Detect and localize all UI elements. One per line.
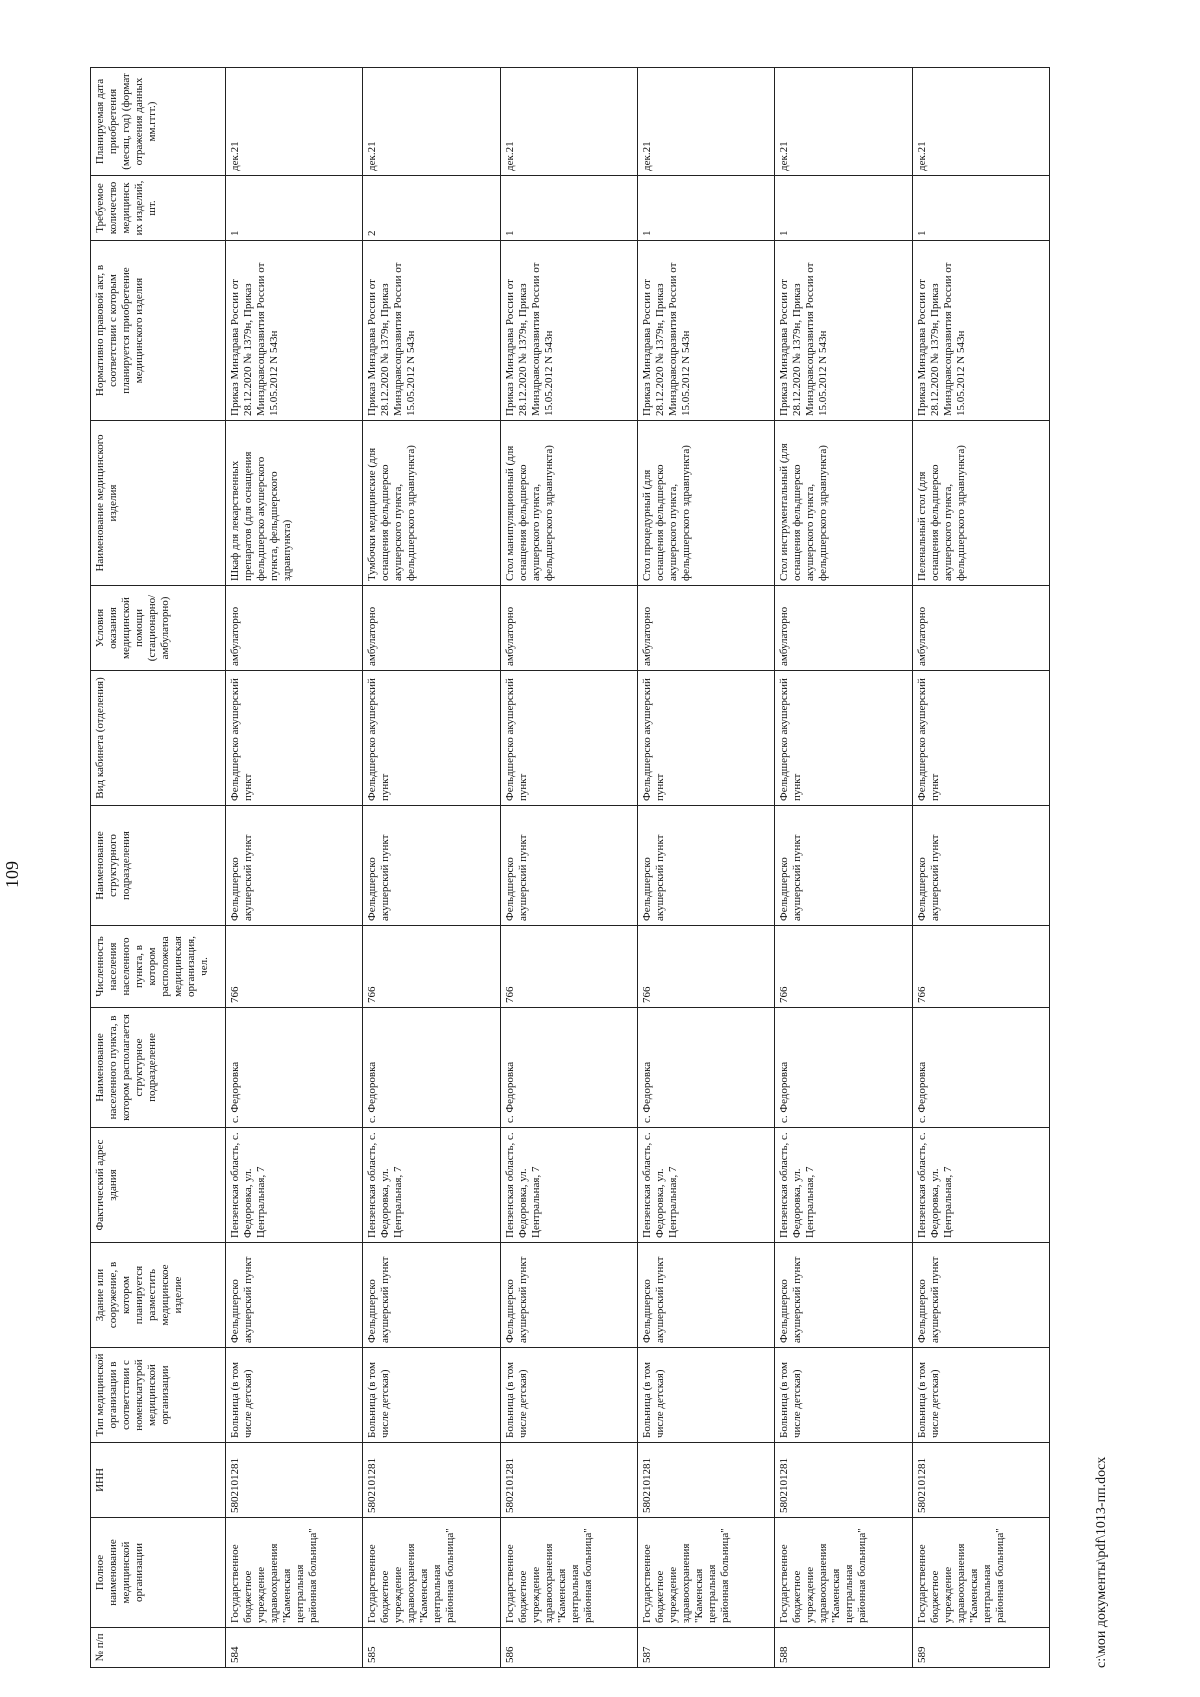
table-cell: Фельдшерско акушерский пункт [637, 671, 774, 806]
table-cell: Фельдшерско акушерский пункт [775, 671, 912, 806]
table-cell: Стол инструментальный (для оснащения фельдшерско акушерского пункта, фельдшерского здравпункта) [775, 421, 912, 586]
table-cell: 2 [363, 176, 500, 241]
table-cell: Фельдшерско акушерский пункт [500, 671, 637, 806]
table-cell: Фельдшерско акушерский пункт [226, 1243, 363, 1348]
table-cell: с. Федоровка [637, 1008, 774, 1128]
table-cell: 5802101281 [226, 1443, 363, 1518]
table-cell: Фельдшерско акушерский пункт [363, 806, 500, 926]
table-cell: Стол манипуляционный (для оснащения фельдшерско акушерского пункта, фельдшерского здравпункта) [500, 421, 637, 586]
table-cell: Больница (в том числе детская) [912, 1348, 1049, 1443]
table-cell: дек.21 [637, 68, 774, 176]
table-cell: 589 [912, 1628, 1049, 1668]
table-cell: 5802101281 [775, 1443, 912, 1518]
table-cell: Пензенская область, с. Федоровка, ул. Центральная, 7 [226, 1128, 363, 1243]
column-header: Требуемое количество медицинских изделий, шт. [91, 176, 226, 241]
column-header: Наименование структурного подразделения [91, 806, 226, 926]
table-cell: 766 [775, 926, 912, 1008]
table-header-row [91, 68, 226, 1668]
column-header: ИНН [91, 1443, 226, 1518]
column-header: Полное наименование медицинской организации [91, 1518, 226, 1628]
table-cell: Фельдшерско акушерский пункт [363, 1243, 500, 1348]
column-header: Численность населения населенного пункта, в котором расположена медицинская организация, чел. [91, 926, 226, 1008]
table-row [500, 68, 637, 1668]
table-cell: 584 [226, 1628, 363, 1668]
document-page [2, 68, 1130, 1668]
table-cell: Больница (в том числе детская) [363, 1348, 500, 1443]
table-cell: Приказ Минздрава России от 28.12.2020 № 1379н, Приказ Минздравсоцразвития России от 15.05.2012 N 543н [500, 241, 637, 421]
table-cell: 585 [363, 1628, 500, 1668]
table-cell: дек.21 [912, 68, 1049, 176]
column-header: Наименование населенного пункта, в котором располагается структурное подразделение [91, 1008, 226, 1128]
table-cell: амбулаторно [500, 586, 637, 671]
table-cell: 766 [226, 926, 363, 1008]
table-cell: 1 [637, 176, 774, 241]
table-cell: Фельдшерско акушерский пункт [775, 1243, 912, 1348]
table-cell: Фельдшерско акушерский пункт [775, 806, 912, 926]
column-header: Фактический адрес здания [91, 1128, 226, 1243]
table-row [637, 68, 774, 1668]
table-cell: Приказ Минздрава России от 28.12.2020 № 1379н, Приказ Минздравсоцразвития России от 15.05.2012 N 543н [775, 241, 912, 421]
table-cell: Фельдшерско акушерский пункт [500, 1243, 637, 1348]
table-cell: Больница (в том числе детская) [775, 1348, 912, 1443]
table-cell: Приказ Минздрава России от 28.12.2020 № 1379н, Приказ Минздравсоцразвития России от 15.05.2012 N 543н [226, 241, 363, 421]
table-cell: Государственное бюджетное учреждение здравоохранения "Каменская центральная районная больница" [637, 1518, 774, 1628]
table-cell: Пензенская область, с. Федоровка, ул. Центральная, 7 [500, 1128, 637, 1243]
table-cell: Пензенская область, с. Федоровка, ул. Центральная, 7 [363, 1128, 500, 1243]
table-cell: Больница (в том числе детская) [226, 1348, 363, 1443]
column-header: Нормативно правовой акт, в соответствии с которым планируется приобретение медицинского изделия [91, 241, 226, 421]
table-row [363, 68, 500, 1668]
column-header: Здание или сооружение, в котором планируется разместить медицинское изделие [91, 1243, 226, 1348]
table-cell: Государственное бюджетное учреждение здравоохранения "Каменская центральная районная больница" [775, 1518, 912, 1628]
table-cell: Фельдшерско акушерский пункт [500, 806, 637, 926]
table-cell: Пеленальный стол (для оснащения фельдшерско акушерского пункта, фельдшерского здравпункта) [912, 421, 1049, 586]
table-cell: 1 [775, 176, 912, 241]
table-cell: Государственное бюджетное учреждение здравоохранения "Каменская центральная районная больница" [226, 1518, 363, 1628]
table-cell: 766 [500, 926, 637, 1008]
table-cell: амбулаторно [775, 586, 912, 671]
table-cell: 5802101281 [363, 1443, 500, 1518]
column-header: Тип медицинской организации в соответствии с номенклатурой медицинской организации [91, 1348, 226, 1443]
table-row [775, 68, 912, 1668]
table-cell: 1 [226, 176, 363, 241]
table-cell: 1 [912, 176, 1049, 241]
table-cell: Государственное бюджетное учреждение здравоохранения "Каменская центральная районная больница" [500, 1518, 637, 1628]
table-cell: Приказ Минздрава России от 28.12.2020 № 1379н, Приказ Минздравсоцразвития России от 15.05.2012 N 543н [363, 241, 500, 421]
table-cell: Фельдшерско акушерский пункт [226, 671, 363, 806]
table-cell: Фельдшерско акушерский пункт [226, 806, 363, 926]
table-cell: с. Федоровка [912, 1008, 1049, 1128]
column-header: Условия оказания медицинской помощи (стационарно/ амбулаторно) [91, 586, 226, 671]
page-number: 109 [2, 861, 22, 888]
table-cell: амбулаторно [226, 586, 363, 671]
table-cell: 1 [500, 176, 637, 241]
column-header: № п/п [91, 1628, 226, 1668]
table-cell: Пензенская область, с. Федоровка, ул. Центральная, 7 [637, 1128, 774, 1243]
table-cell: Шкаф для лекарственных препаратов (для оснащения фельдшерско акушерского пункта, фельдшерского здравпункта) [226, 421, 363, 586]
table-cell: Пензенская область, с. Федоровка, ул. Центральная, 7 [912, 1128, 1049, 1243]
table-cell: 5802101281 [912, 1443, 1049, 1518]
table-cell: Фельдшерско акушерский пункт [637, 1243, 774, 1348]
table-cell: 586 [500, 1628, 637, 1668]
table-cell: Фельдшерско акушерский пункт [912, 671, 1049, 806]
table-cell: дек.21 [226, 68, 363, 176]
table-cell: Государственное бюджетное учреждение здравоохранения "Каменская центральная районная больница" [363, 1518, 500, 1628]
table-row [912, 68, 1049, 1668]
table-cell: 766 [363, 926, 500, 1008]
table-cell: Приказ Минздрава России от 28.12.2020 № 1379н, Приказ Минздравсоцразвития России от 15.05.2012 N 543н [912, 241, 1049, 421]
table-cell: с. Федоровка [363, 1008, 500, 1128]
table-cell: с. Федоровка [500, 1008, 637, 1128]
table-cell: Приказ Минздрава России от 28.12.2020 № 1379н, Приказ Минздравсоцразвития России от 15.05.2012 N 543н [637, 241, 774, 421]
equipment-table [90, 67, 1050, 1668]
table-cell: 5802101281 [500, 1443, 637, 1518]
table-cell: Государственное бюджетное учреждение здравоохранения "Каменская центральная районная больница" [912, 1518, 1049, 1628]
table-row [226, 68, 363, 1668]
table-cell: Больница (в том числе детская) [637, 1348, 774, 1443]
footer-file-path: c:\мои документы\pdf\1013-пп.docx [1094, 1456, 1109, 1668]
table-cell: Фельдшерско акушерский пункт [912, 806, 1049, 926]
table-cell: с. Федоровка [226, 1008, 363, 1128]
table-cell: амбулаторно [912, 586, 1049, 671]
table-cell: 5802101281 [637, 1443, 774, 1518]
table-cell: с. Федоровка [775, 1008, 912, 1128]
table-cell: амбулаторно [637, 586, 774, 671]
table-cell: 587 [637, 1628, 774, 1668]
table-cell: 766 [912, 926, 1049, 1008]
table-cell: 766 [637, 926, 774, 1008]
column-header: Вид кабинета (отделения) [91, 671, 226, 806]
table-body [226, 68, 1050, 1668]
table-cell: Тумбочки медицинские (для оснащения фельдшерско акушерского пункта, фельдшерского здравпункта) [363, 421, 500, 586]
table-cell: Стол процедурный (для оснащения фельдшерско акушерского пункта, фельдшерского здравпункта) [637, 421, 774, 586]
table-cell: дек.21 [500, 68, 637, 176]
table-cell: дек.21 [363, 68, 500, 176]
table-cell: 588 [775, 1628, 912, 1668]
table-cell: Пензенская область, с. Федоровка, ул. Центральная, 7 [775, 1128, 912, 1243]
column-header: Планируемая дата приобретения (месяц, год) (формат отражения данных мм.гггг.) [91, 68, 226, 176]
table-cell: дек.21 [775, 68, 912, 176]
table-cell: Фельдшерско акушерский пункт [637, 806, 774, 926]
column-header: Наименование медицинского изделия [91, 421, 226, 586]
table-cell: Больница (в том числе детская) [500, 1348, 637, 1443]
table-cell: амбулаторно [363, 586, 500, 671]
table-cell: Фельдшерско акушерский пункт [363, 671, 500, 806]
table-cell: Фельдшерско акушерский пункт [912, 1243, 1049, 1348]
